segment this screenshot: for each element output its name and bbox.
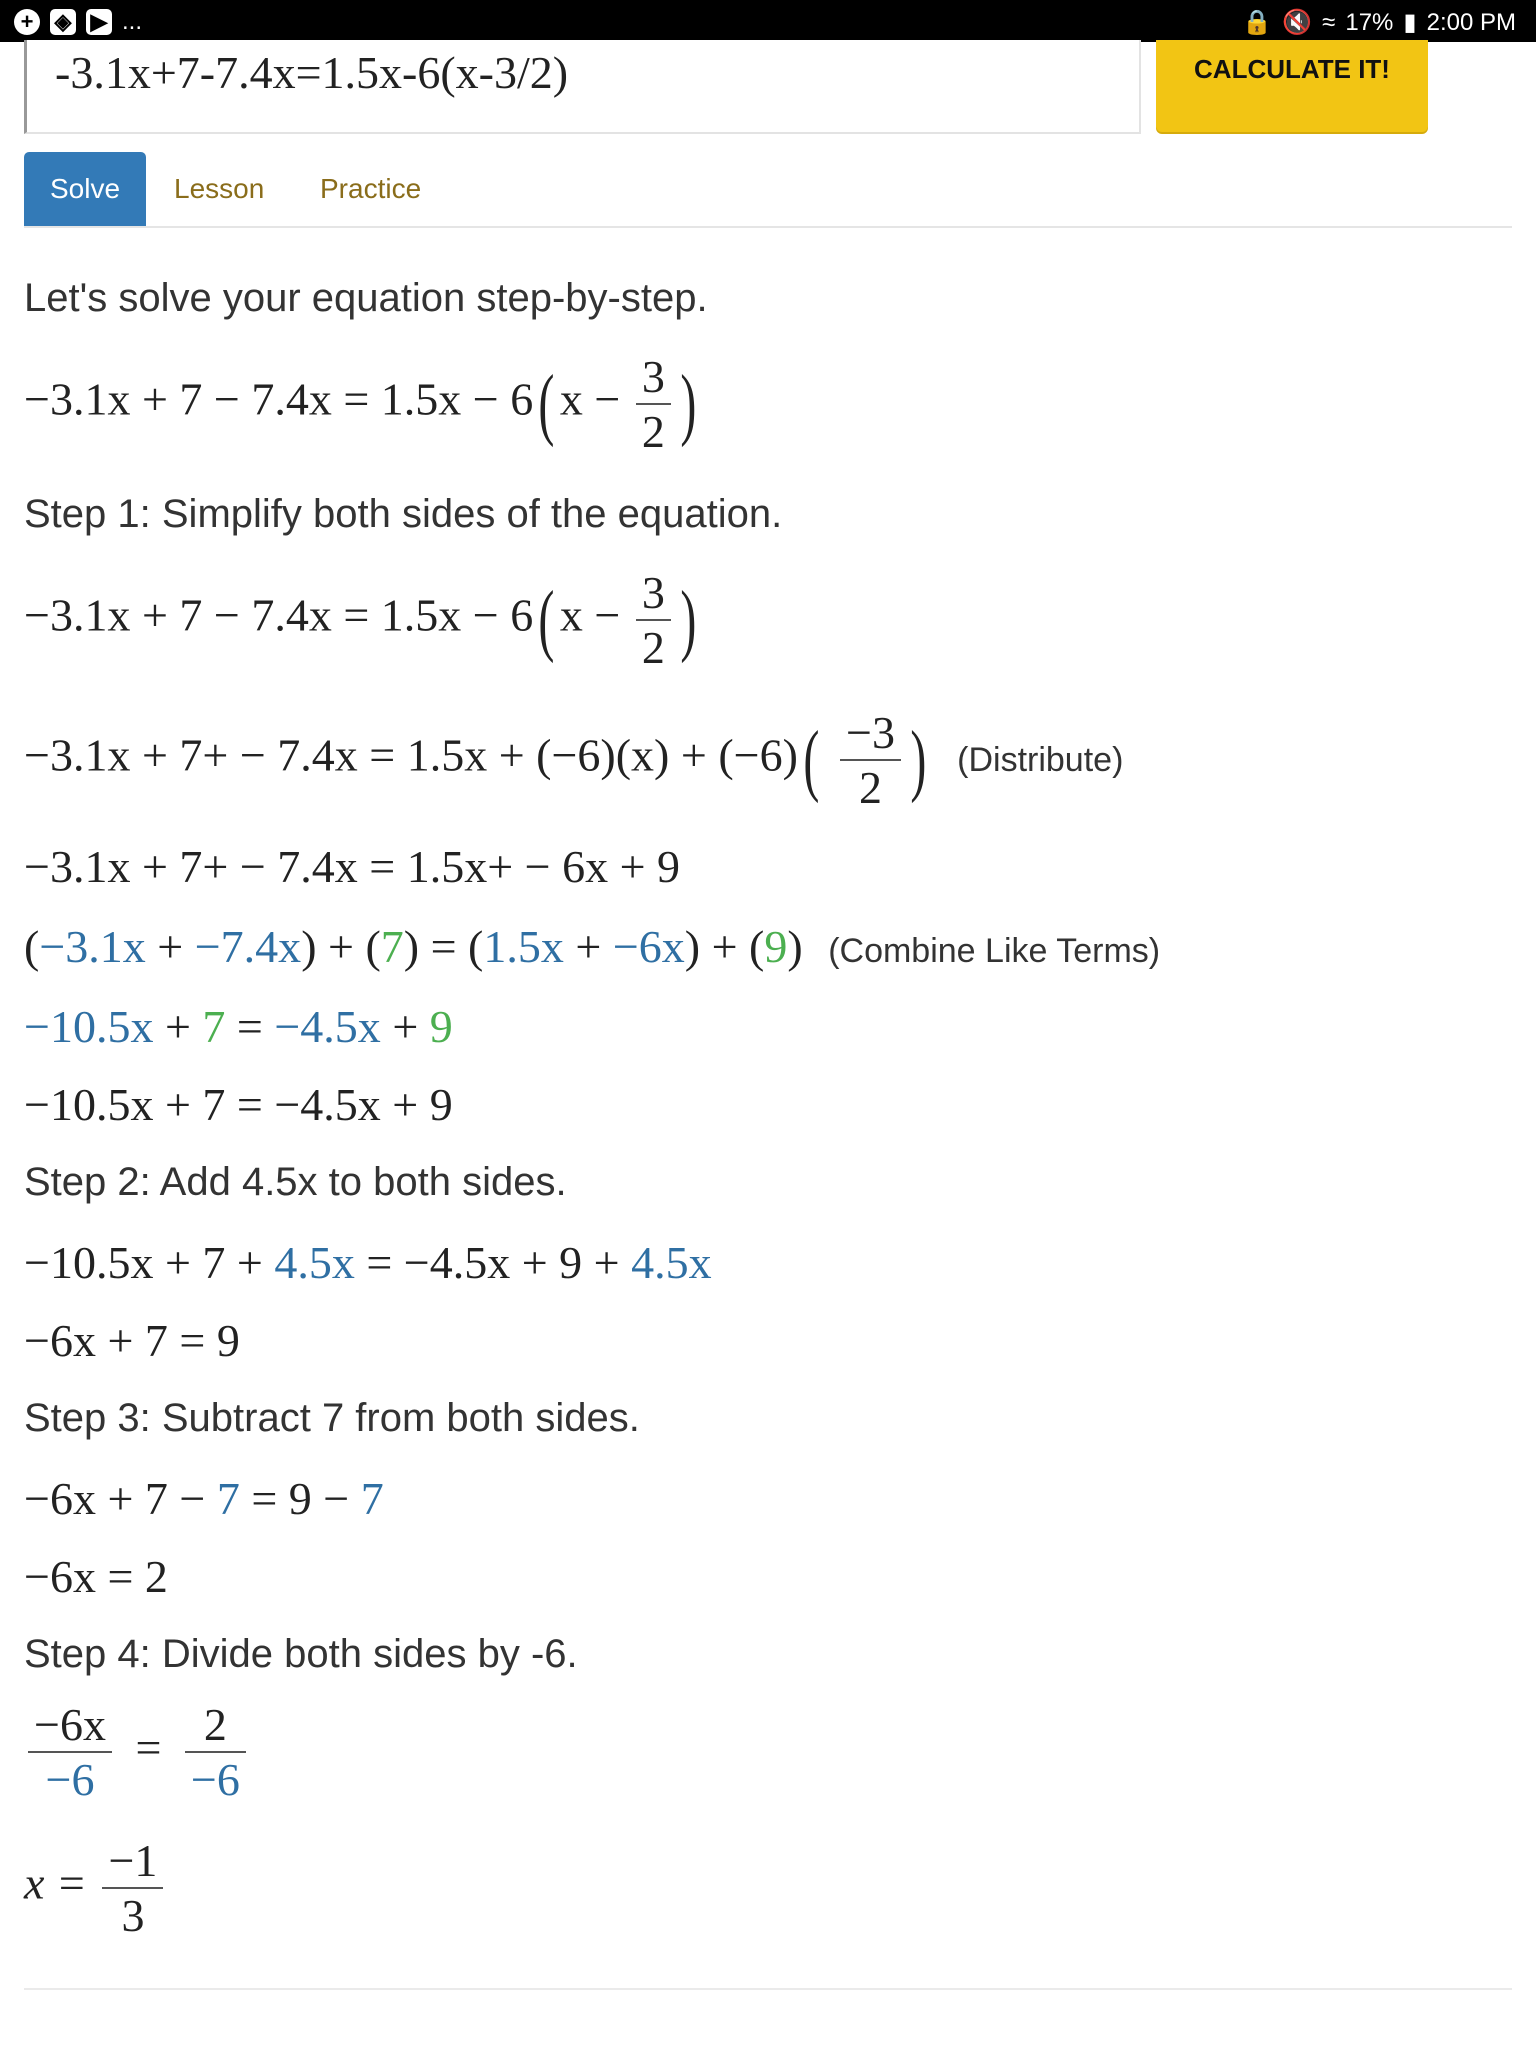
combine-note: (Combine Like Terms) <box>828 932 1161 970</box>
youtube-icon: ▶ <box>86 9 112 35</box>
after-distribute-line: −3.1x + 7+ − 7.4x = 1.5x+ − 6x + 9 <box>24 841 681 892</box>
more-notifications: ... <box>122 8 143 35</box>
gamepad-icon: ◈ <box>50 9 76 35</box>
final-answer: x = $\frac{-1}{3}$ <box>24 1834 167 1942</box>
distribute-line: −3.1x + 7+ − 7.4x = 1.5x + (−6)(x) + (−6)( $\frac{-3}{2}$ ) (Distribute) <box>24 707 1124 813</box>
tab-solve[interactable]: Solve <box>24 152 146 226</box>
step-3-equation: −6x + 7 − 7 = 9 − 7 <box>24 1473 384 1524</box>
add-circle-icon: + <box>14 9 40 35</box>
equation-input-value[interactable]: -3.1x+7-7.4x=1.5x-6(x-3/2) <box>55 47 569 98</box>
original-equation: −3.1x + 7 − 7.4x = 1.5x − 6( x − $\frac{3}{2}$ ) <box>24 351 697 457</box>
battery-percent: 17% <box>1345 8 1394 36</box>
tab-bar <box>24 152 1512 228</box>
step-2-result: −6x + 7 = 9 <box>24 1315 240 1366</box>
tab-lesson[interactable]: Lesson <box>174 173 265 204</box>
divider <box>24 1988 1512 1990</box>
step-1-title: Step 1: Simplify both sides of the equation. <box>24 492 783 536</box>
step-3-title: Step 3: Subtract 7 from both sides. <box>24 1396 640 1440</box>
clock: 2:00 PM <box>1426 8 1516 36</box>
fraction: $\frac{-3}{2}$ <box>840 706 901 814</box>
distribute-note: (Distribute) <box>957 740 1124 779</box>
calculate-button[interactable]: CALCULATE IT! <box>1156 40 1428 132</box>
fraction: $\frac{-6x}{-6}$ <box>28 1698 112 1806</box>
equation-input[interactable] <box>24 40 1141 134</box>
status-bar <box>0 0 1536 42</box>
combined-line: −10.5x + 7 = −4.5x + 9 <box>24 1001 453 1052</box>
fraction: $\frac{-1}{3}$ <box>102 1834 163 1942</box>
lock-icon: 🔒 <box>1242 9 1273 36</box>
step-1-result: −10.5x + 7 = −4.5x + 9 <box>24 1079 453 1130</box>
step-2-equation: −10.5x + 7 + 4.5x = −4.5x + 9 + 4.5x <box>24 1237 712 1288</box>
intro-text: Let's solve your equation step-by-step. <box>24 276 708 320</box>
wifi-icon: ≈ <box>1322 8 1336 36</box>
combine-line: (−3.1x + −7.4x) + (7) = (1.5x + −6x) + (9) (Combine Like Terms) <box>24 921 1161 972</box>
step-1-equation: −3.1x + 7 − 7.4x = 1.5x − 6( x − $\frac{3}{2}$ ) <box>24 567 697 673</box>
mute-icon: 🔇 <box>1282 9 1313 36</box>
fraction: $\frac{3}{2}$ <box>636 566 671 674</box>
step-4-equation: $\frac{-6x}{-6}$ = $\frac{2}{-6}$ <box>24 1698 250 1806</box>
fraction: $\frac{2}{-6}$ <box>185 1698 246 1806</box>
battery-icon: ▮ <box>1403 9 1417 36</box>
fraction: $\frac{3}{2}$ <box>636 350 671 458</box>
step-2-title: Step 2: Add 4.5x to both sides. <box>24 1160 567 1204</box>
step-4-title: Step 4: Divide both sides by -6. <box>24 1632 578 1676</box>
tab-practice[interactable]: Practice <box>320 173 422 204</box>
step-3-result: −6x = 2 <box>24 1551 168 1602</box>
